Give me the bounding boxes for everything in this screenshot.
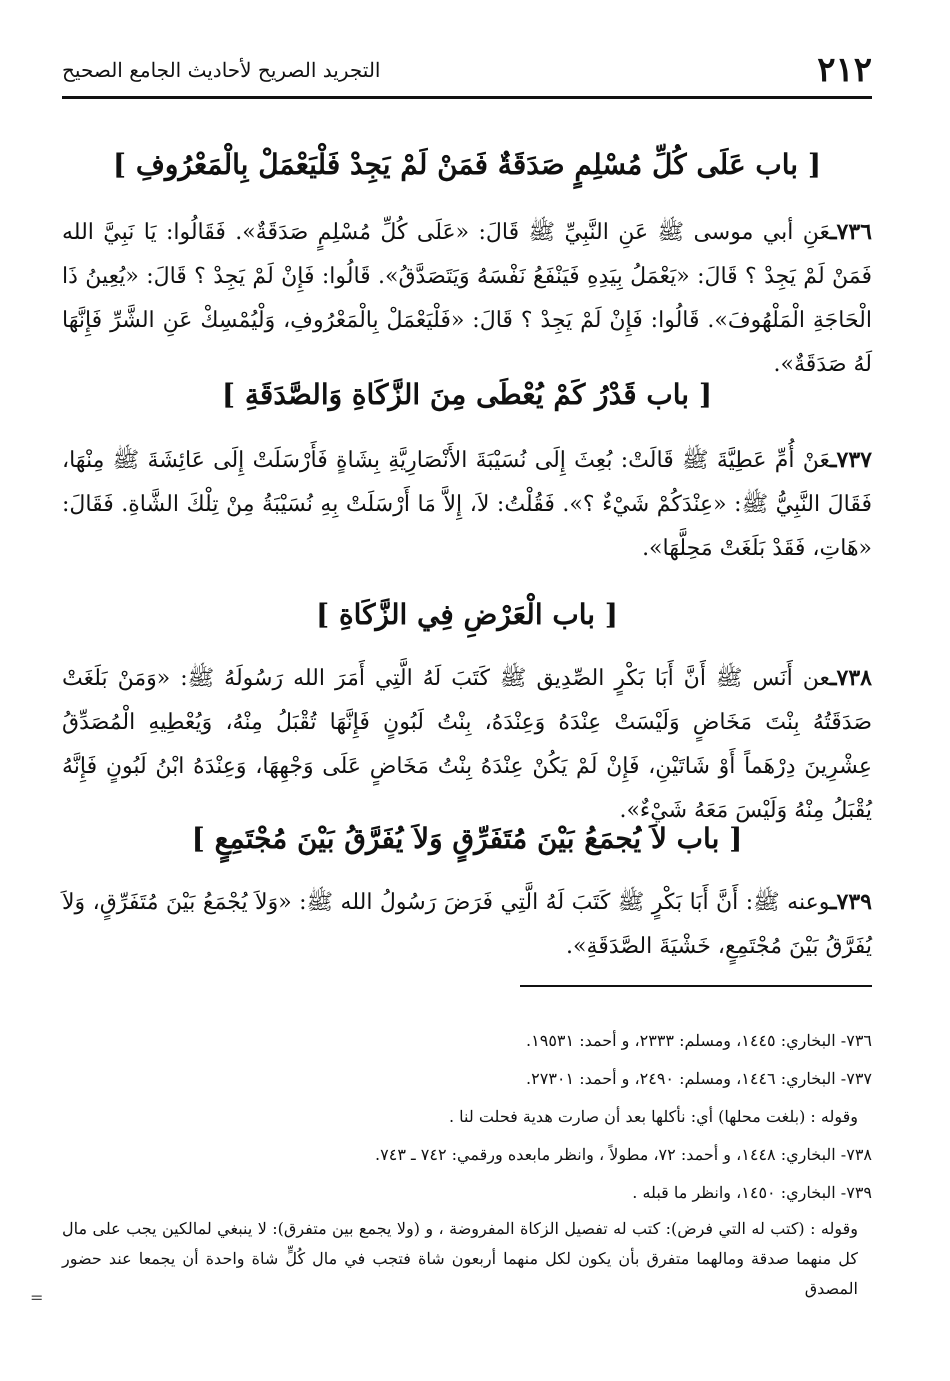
footnote-738: ٧٣٨- البخاري: ١٤٤٨، و أحمد: ٧٢، مطولاً ، وانظر مابعده ورقمي: ٧٤٢ ـ ٧٤٣.: [375, 1145, 872, 1164]
hadith-text: عَنِ أبي موسى ﷺ عَنِ النَّبِيِّ ﷺ قَالَ: «عَلَى كُلِّ مُسْلِمٍ صَدَقَةٌ». فَقَالُوا: يَا نَبِيَّ الله فَمَنْ لَمْ يَجِدْ ؟ قَالَ: «يَعْمَلُ بِيَدِهِ فَيَنْفَعُ نَفْسَهُ وَيَتَصَدَّقُ». قَالُوا: فَإِنْ لَمْ يَجِدْ ؟ قَالَ: «يُعِينُ ذَا الْحَاجَةِ الْمَلْهُوفَ». قَالُوا: فَإِنْ لَمْ يَجِدْ ؟ قَالَ: «فَلْيَعْمَلْ بِالْمَعْرُوفِ، وَلْيُمْسِكْ عَنِ الشَّرِّ فَإِنَّهَا لَهُ صَدَقَةٌ».: [62, 220, 872, 377]
hadith-number: ٧٣٩ـ: [830, 889, 872, 915]
chapter-heading-3: [ باب الْعَرْضِ فِي الزَّكَاةِ ]: [315, 598, 619, 631]
page-header: [62, 48, 872, 90]
footnote-736: ٧٣٦- البخاري: ١٤٤٥، ومسلم: ٢٣٣٣، و أحمد: ١٩٥٣١.: [526, 1031, 872, 1050]
footnote-737: ٧٣٧- البخاري: ١٤٤٦، ومسلم: ٢٤٩٠، و أحمد: ٢٧٣٠١.: [526, 1069, 872, 1088]
hadith-text: عَنْ أُمِّ عَطِيَّةَ ﷺ قَالَتْ: بُعِثَ إِلَى نُسَيْبَةَ الأَنْصَارِيَّةِ بِشَاةٍ فَأَرْسَلَتْ إِلَى عَائِشَةَ ﷺ مِنْهَا، فَقَالَ النَّبِيُّ ﷺ: «عِنْدَكُمْ شَيْءٌ ؟». فَقُلْتُ: لاَ، إِلاَّ مَا أَرْسَلَتْ بِهِ نُسَيْبَةُ مِنْ تِلْكَ الشَّاةِ. فَقَالَ: «هَاتِ، فَقَدْ بَلَغَتْ مَحِلَّهَا».: [62, 448, 872, 561]
hadith-number: ٧٣٨ـ: [830, 665, 872, 691]
footnote-rule: [520, 985, 872, 987]
margin-mark: =: [30, 1288, 44, 1307]
hadith-text: وعنه ﷺ: أَنَّ أَبَا بَكْرٍ ﷺ كَتَبَ لَهُ الَّتِي فَرَضَ رَسُولُ الله ﷺ: «وَلاَ يُجْمَعُ بَيْنَ مُتَفَرِّقٍ، وَلاَ يُفَرَّقُ بَيْنَ مُجْتَمِعٍ، خَشْيَةَ الصَّدَقَةِ».: [62, 890, 872, 959]
footnote-739-note: وقوله : (كتب له التي فرض): كتب له تفصيل الزكاة المفروضة ، و (ولا يجمع بين متفرق): لا ينبغي لمالكين يجب على مال كل منهما صدقة ومالهما متفرق بأن يكون لكل منهما أربعون شاة فتجب في مال كُلٍّ شاة واحدة أن يجمعا عند حضور المصدق: [62, 1219, 859, 1298]
footnote-737-note: وقوله : (بلغت محلها) أي: نأكلها بعد أن صارت هدية فحلت لنا .: [448, 1107, 858, 1126]
chapter-heading-1: [ باب عَلَى كُلِّ مُسْلِمٍ صَدَقَةٌ فَمَنْ لَمْ يَجِدْ فَلْيَعْمَلْ بِالْمَعْرُوفِ ]: [112, 148, 822, 181]
hadith-737: [62, 438, 872, 571]
running-title: التجريد الصريح لأحاديث الجامع الصحيح: [62, 58, 381, 82]
chapter-heading-4: [ باب لاَ يُجمَعُ بَيْنَ مُتَفَرِّقٍ وَلاَ يُفَرَّقُ بَيْنَ مُجْتَمِعٍ ]: [191, 822, 743, 855]
page-number: ٢١٢: [817, 50, 872, 90]
header-rule: [62, 96, 872, 99]
hadith-number: ٧٣٦ـ: [830, 219, 872, 245]
hadith-738: [62, 656, 872, 833]
hadith-736: [62, 210, 872, 387]
chapter-heading-2: [ باب قَدْرُ كَمْ يُعْطَى مِنَ الزَّكَاةِ وَالصَّدَقَةِ ]: [221, 378, 713, 411]
hadith-number: ٧٣٧ـ: [830, 447, 872, 473]
hadith-739: [62, 880, 872, 969]
hadith-text: عن أَنَس ﷺ أَنَّ أَبَا بَكْرٍ الصِّدِيق ﷺ كَتَبَ لَهُ الَّتِي أَمَرَ الله رَسُولَهُ ﷺ: «وَمَنْ بَلَغَتْ صَدَقَتُهُ بِنْتَ مَخَاضٍ وَلَيْسَتْ عِنْدَهُ وَعِنْدَهُ، بِنْتُ لَبُونٍ فَإِنَّهَا تُقْبَلُ مِنْهُ، وَيُعْطِيهِ الْمُصَدِّقُ عِشْرِينَ دِرْهَماً أَوْ شَاتَيْنِ، فَإِنْ لَمْ يَكُنْ عِنْدَهُ بِنْتُ مَخَاضٍ عَلَى وَجْهِهَا، وَعِنْدَهُ ابْنُ لَبُونٍ فَإِنَّهُ يُقْبَلُ مِنْهُ وَلَيْسَ مَعَهُ شَيْءٌ».: [62, 666, 872, 823]
footnote-739: ٧٣٩- البخاري: ١٤٥٠، وانظر ما قبله .: [632, 1183, 872, 1202]
